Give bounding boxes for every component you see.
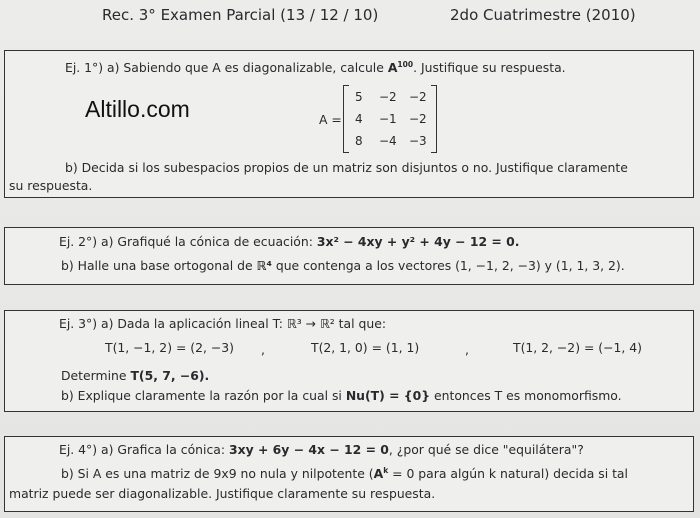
matrix-bracket-left <box>343 85 349 153</box>
watermark-logo: Altillo.com <box>85 96 190 122</box>
matrix-cell: −2 <box>409 90 427 104</box>
exercise-4-box <box>4 436 694 512</box>
separator: , <box>465 342 469 357</box>
matrix-cell: −1 <box>379 112 397 126</box>
matrix-cell: −2 <box>409 112 427 126</box>
exercise-2-box <box>4 227 694 285</box>
exercise-3-part-b: b) Explique claramente la razón por la cual si Nu(T) = {0} entonces T es monomorfismo. <box>61 388 622 403</box>
matrix-cell: −3 <box>409 134 427 148</box>
matrix-cell: 8 <box>355 134 363 148</box>
exercise-1-box <box>4 50 694 198</box>
separator: , <box>261 342 265 357</box>
matrix-cell: 4 <box>355 112 363 126</box>
exercise-2-part-a: Ej. 2°) a) Grafiqué la cónica de ecuación: 3x² − 4xy + y² + 4y − 12 = 0. <box>59 234 520 249</box>
exercise-4-part-a: Ej. 4°) a) Grafica la cónica: 3xy + 6y − 4x − 12 = 0, ¿por qué se dice "equilátera"? <box>59 442 584 457</box>
linear-map-2: T(2, 1, 0) = (1, 1) <box>311 340 420 355</box>
exercise-1-part-b-line1: b) Decida si los subespacios propios de un matriz son disjuntos o no. Justifique claramente <box>65 160 628 175</box>
exercise-1-part-b-line2: su respuesta. <box>9 178 93 193</box>
exercise-3-box <box>4 310 694 412</box>
determine-line: Determine T(5, 7, −6). <box>61 368 210 383</box>
exercise-1-part-a: Ej. 1°) a) Sabiendo que A es diagonalizable, calcule $A^{100}$. Justifique su respuesta. <box>65 60 566 75</box>
linear-map-3: T(1, 2, −2) = (−1, 4) <box>513 340 642 355</box>
matrix-label: A = <box>319 112 342 127</box>
matrix-bracket-right <box>431 85 437 153</box>
exercise-4-part-b-line1: b) Si A es una matriz de 9x9 no nula y nilpotente ($A^k = 0$ para algún k natural) decida si tal <box>61 466 628 481</box>
linear-map-1: T(1, −1, 2) = (2, −3) <box>105 340 234 355</box>
exam-term: 2do Cuatrimestre (2010) <box>450 6 636 24</box>
exam-header <box>0 6 700 30</box>
exercise-4-part-b-line2: matriz puede ser diagonalizable. Justifique claramente su respuesta. <box>9 486 436 501</box>
exam-title: Rec. 3° Examen Parcial (13 / 12 / 10) <box>102 6 379 24</box>
exercise-2-part-b: b) Halle una base ortogonal de ℝ⁴ que contenga a los vectores (1, −1, 2, −3) y (1, 1, 3, 2). <box>61 258 625 273</box>
matrix-cell: −2 <box>379 90 397 104</box>
matrix-a <box>343 85 437 153</box>
matrix-cell: 5 <box>355 90 363 104</box>
matrix-cell: −4 <box>379 134 397 148</box>
exercise-3-part-a: Ej. 3°) a) Dada la aplicación lineal T: ℝ³ → ℝ² tal que: <box>59 316 387 331</box>
